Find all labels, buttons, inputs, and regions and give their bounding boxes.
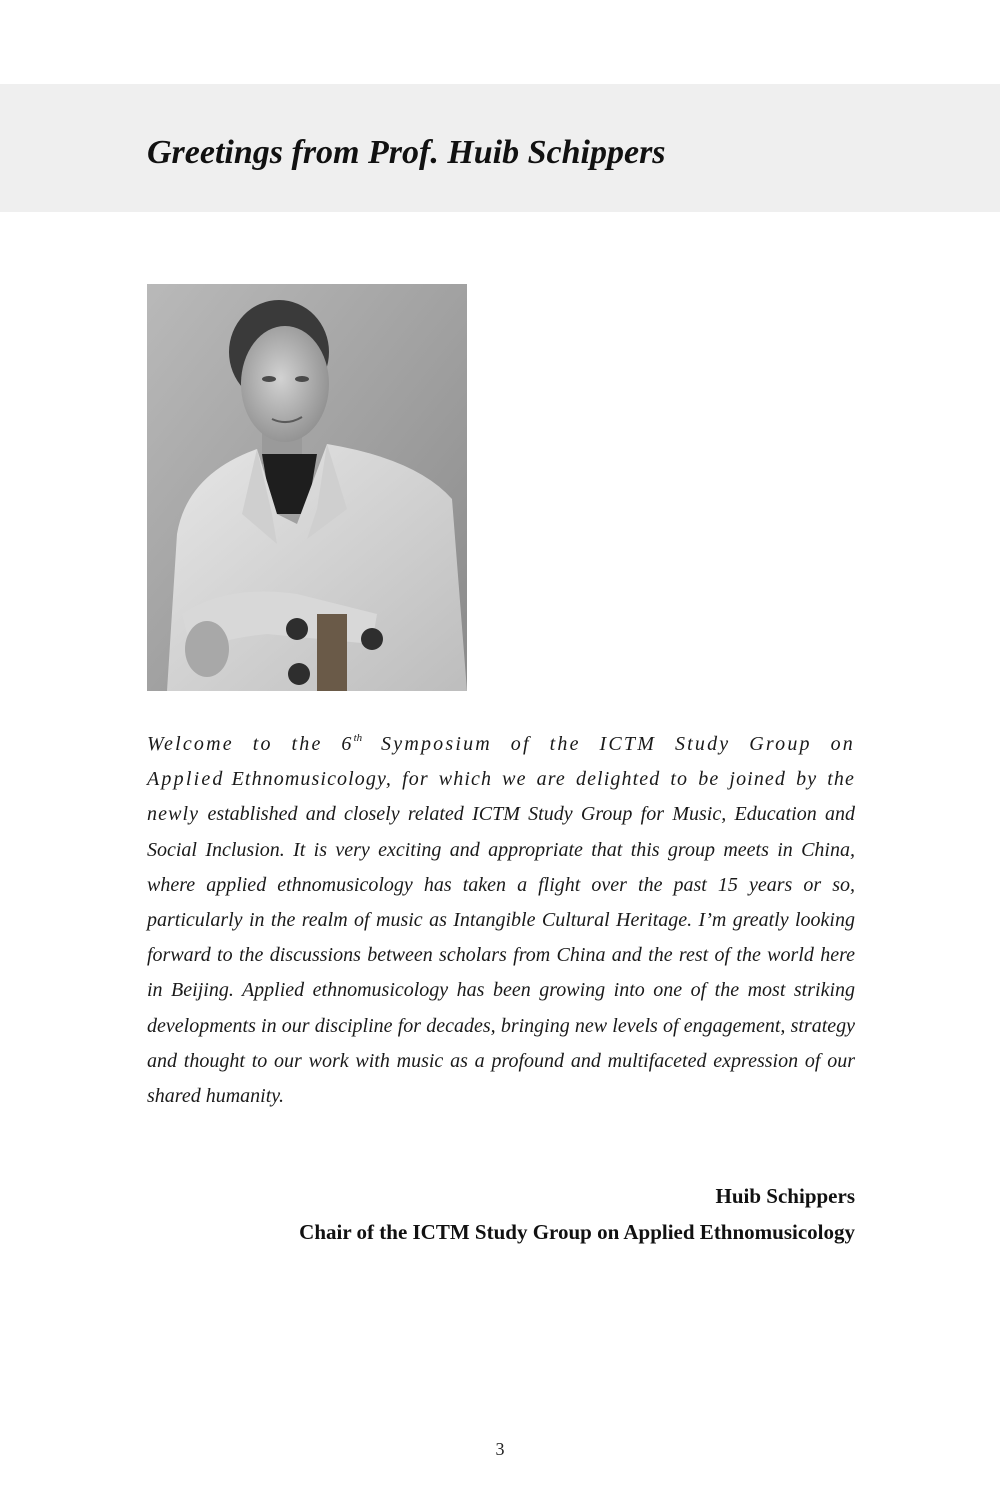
page-number: 3 (495, 1439, 505, 1459)
welcome-line1-start: Welcome to the 6 (147, 733, 354, 755)
welcome-second-line: Ethnomusicology, for which we are delighted to be joined by the newly (147, 768, 855, 826)
signature-name: Huib Schippers (715, 1184, 855, 1208)
page-title: Greetings from Prof. Huib Schippers (147, 134, 666, 171)
welcome-paragraph (147, 727, 855, 1114)
welcome-line1-end: Symposium of the ICTM Study Group on Applied (147, 733, 855, 791)
welcome-body-text: established and closely related ICTM Study Group for Music, Education and Social Inclusion. It is very exciting and appropriate that this group meets in China, where applied ethnomusicology has taken a flight over the past 15 years or so, particularly in the realm of music as Intangible Cultural Heritage. I’m greatly looking forward to the discussions between scholars from China and the rest of the world here in Beijing. Applied ethnomusicology has been growing into one of the most striking developments in our discipline for decades, bringing new levels of engagement, strategy and thought to our work with music as a profound and multifaceted expression of our shared humanity. (147, 803, 856, 1108)
portrait-photo (147, 284, 467, 691)
signature-role: Chair of the ICTM Study Group on Applied Ethnomusicology (299, 1220, 855, 1244)
signature-block (299, 1178, 855, 1250)
ordinal-suffix: th (353, 732, 363, 744)
